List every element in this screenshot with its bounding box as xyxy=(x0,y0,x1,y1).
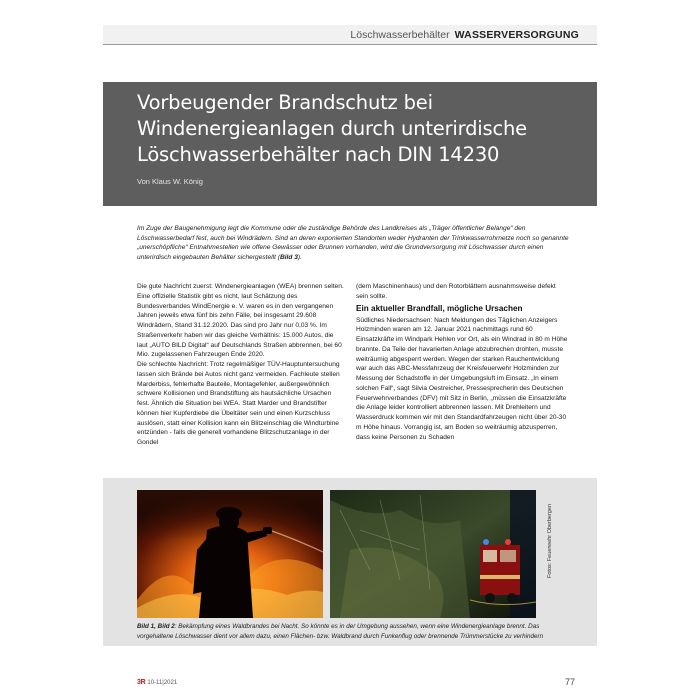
paragraph-fire-case: Südliches Niedersachsen: Nach Meldungen des Täglichen Anzeigers Holzminden waren am 12. Januar 2021 nachmittags rund 60 Einsatzkräfte im Windpark Hehlen vor Ort, als ein Windrad in 80 m Höhe brannte. Da Teile der havarierten Anlage abzubrechen drohten, musste weiträumig abgesperrt werden. Wegen der starken Rauchentwicklung war auch das ABC-Messfahrzeug der Kreisfeuerwehr Holzminden zur Messung der Schadstoffe in der Umgebungsluft im Einsatz. „In einem solchen Fall“, sagt Silvia Oestreicher, Pressesprecherin des Deutschen Feuerwehrverbandes (DFV) mit Sitz in Berlin, „müssen die Einsatzkräfte die Anlage leider kontrolliert abbrennen lassen. Mit Drehleitern und Wasserdruck kommen wir mit den Standardfahrzeugen nicht über 20-30 m Höhe hinaus. Vorrangig ist, am Boden so weiträumig abzusperren, dass keine Personen zu Schaden xyxy=(356,316,568,441)
article-author: Von Klaus W. König xyxy=(137,177,203,186)
photo-credit xyxy=(540,492,553,582)
figure-caption xyxy=(137,622,577,641)
section-label: Löschwasserbehälter xyxy=(350,28,450,41)
paragraph-good-news: Die gute Nachricht zuerst: Windenergieanlagen (WEA) brennen selten. Eine offizielle Statistik gibt es nicht, laut Schätzung des Bundesverbandes WindEnergie e. V. waren es in den vergangenen Jahren jeweils etwa fünf bis zehn Fälle, bei insgesamt 29.608 Windrädern, Stand 31.12.2020. Das sind pro Jahr nur 0,03 %. Im Straßenverkehr haben wir das gleiche Verhältnis: 15.000 Autos, die laut „AUTO BILD Digital“ auf Deutschlands Straßen abbrennen, bei 60 Mio. zugelassenen Fahrzeugen Ende 2020. xyxy=(137,283,344,359)
lead-paragraph xyxy=(137,224,575,262)
photo-firefighter-graphic xyxy=(137,490,323,618)
lead-figure-ref: Bild 3 xyxy=(279,253,298,261)
photo-firefighter xyxy=(137,490,323,618)
article-title: Vorbeugender Brandschutz bei Windenergieanlagen durch unterirdische Löschwasserbehälter nach DIN 14230 xyxy=(137,91,527,166)
magazine-logo: 3R xyxy=(137,679,146,686)
title-block xyxy=(103,82,597,206)
lead-end: ). xyxy=(297,253,302,261)
paragraph-continuation: (dem Maschinenhaus) und den Rotorblättern ausnahmsweise defekt sein sollte. xyxy=(356,283,556,300)
page-number: 77 xyxy=(565,677,576,687)
paragraph-bad-news: Die schlechte Nachricht: Trotz regelmäßiger TÜV-Hauptuntersuchung lassen sich Brände bei Autos nicht ganz vermeiden. Fachleute stellen Marderbiss, fehlerhafte Bauteile, Montagefehler, außergewöhnlich schwere Kollisionen und Brandstiftung als hautsächliche Ursachen fest. Ähnlich die Situation bei WEA. Statt Marder und Brandstifter können hier Kupferdiebe die Übeltäter sein und einen Kurzschluss auslösen, statt einer Kollision kann ein Blitzeinschlag die Windturbine entzünden - falls die generell vorhandene Blitzschutzanlage in der Gondel xyxy=(137,361,340,446)
body-column-left xyxy=(137,282,345,448)
caption-text: : Bekämpfung eines Waldbrandes bei Nacht. So könnte es in der Umgebung aussehen, wenn eine Windenergieanlage brennt. Das vorgehaltene Löschwasser dient vor allem dazu, einen Flächen- bzw. Waldbrand durch Funkenflug oder brennende Trümmerstücke zu verhindern xyxy=(137,623,544,640)
photo-fire-truck-graphic xyxy=(330,490,536,618)
subheading: Ein aktueller Brandfall, mögliche Ursachen xyxy=(356,303,523,313)
photo-fire-truck xyxy=(330,490,536,618)
lead-text: Im Zuge der Baugenehmigung legt die Kommune oder die zuständige Behörde des Landkreises als „Träger öffentlicher Belange“ den Löschwasserbedarf fest, auch bei Windrädern. Sind an deren exponierten Standorten weder Hydranten der Trinkwasserrohrnetze noch so genannte „unerschöpfliche“ Entnahmestellen wie offene Gewässer oder Brunnen vorhanden, wird die Grundversorgung mit Löschwasser durch einen unterirdisch eingebauten Behälter sichergestellt ( xyxy=(137,225,569,261)
section-header xyxy=(103,25,597,45)
issue-number: 10-11|2021 xyxy=(147,679,178,686)
department-label: WASSERVERSORGUNG xyxy=(454,28,579,41)
photo-credit-text: Fotos: Feuerwehr Oberbergen xyxy=(547,504,553,578)
body-column-right xyxy=(356,282,568,442)
caption-ref: Bild 1, Bild 2 xyxy=(137,623,175,630)
footer-issue xyxy=(137,679,177,686)
